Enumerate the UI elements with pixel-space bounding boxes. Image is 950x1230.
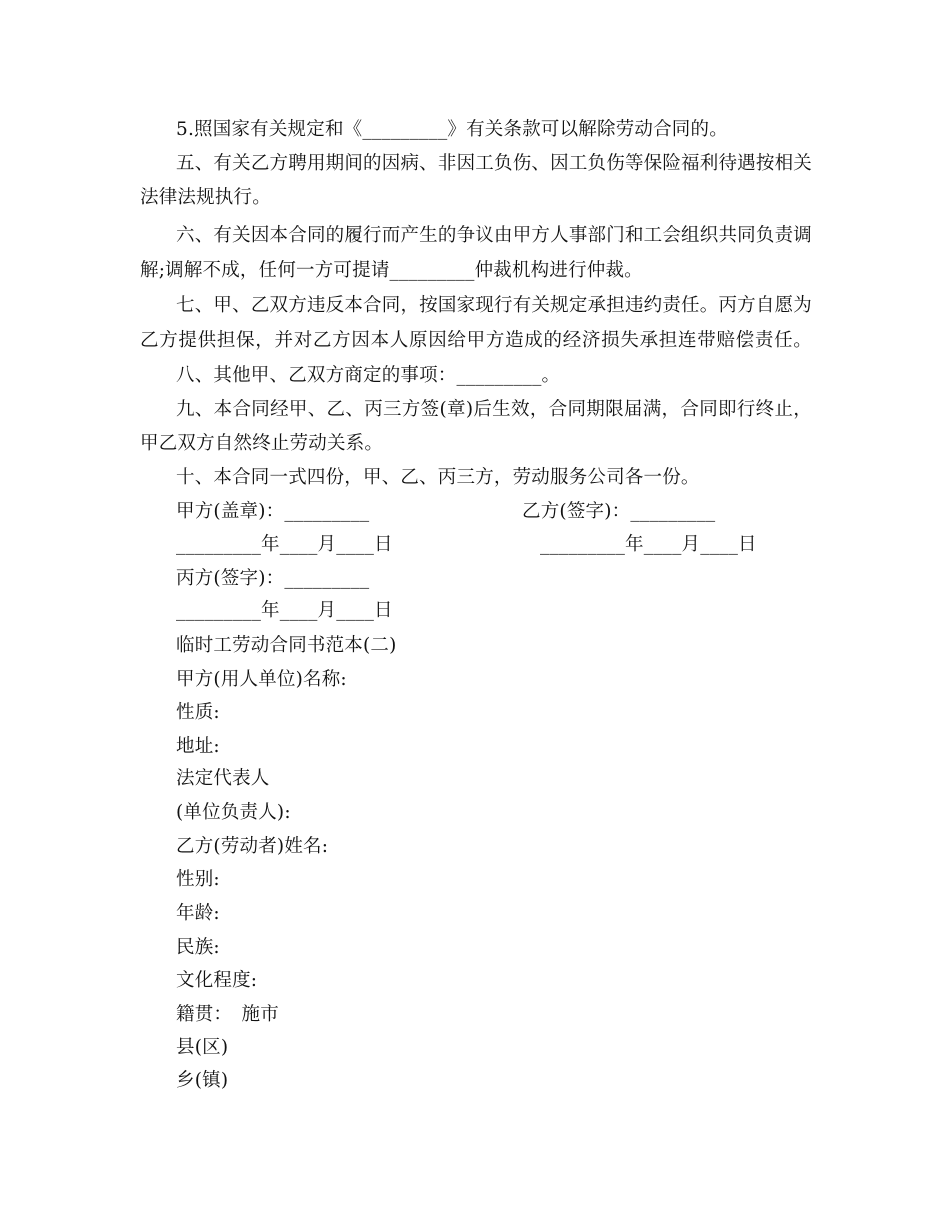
- unit-head-field: (单位负责人):: [176, 802, 291, 823]
- clause-nine-line-2: 甲乙双方自然终止劳动关系。: [140, 433, 384, 454]
- clause-eight-line: 八、其他甲、乙双方商定的事项：_________。: [176, 365, 561, 386]
- legal-representative-field: 法定代表人: [176, 768, 270, 789]
- employee-name-field: 乙方(劳动者)姓名:: [176, 836, 329, 857]
- clause-six-line-2: 解;调解不成，任何一方可提请_________仲裁机构进行仲裁。: [140, 260, 643, 281]
- county-field: 县(区): [176, 1037, 229, 1058]
- party-a-date: _________年____月____日: [176, 534, 393, 555]
- education-field: 文化程度:: [176, 970, 258, 991]
- clause-nine-line-1: 九、本合同经甲、乙、丙三方签(章)后生效，合同期限届满，合同即行终止，: [176, 399, 812, 420]
- gender-field: 性别:: [176, 869, 220, 890]
- clause-five-line-2: 法律法规执行。: [140, 187, 271, 208]
- party-c-date: _________年____月____日: [176, 600, 393, 621]
- employer-nature-field: 性质:: [176, 702, 220, 723]
- clause-seven-line-1: 七、甲、乙双方违反本合同，按国家现行有关规定承担违约责任。丙方自愿为: [176, 295, 812, 316]
- clause-seven-line-2: 乙方提供担保，并对乙方因本人原因给甲方造成的经济损失承担连带赔偿责任。: [140, 330, 812, 351]
- party-b-signature: 乙方(签字)：_________: [522, 501, 716, 522]
- clause-six-line-1: 六、有关因本合同的履行而产生的争议由甲方人事部门和工会组织共同负责调: [176, 225, 812, 246]
- clause-5-line: 5.照国家有关规定和《_________》有关条款可以解除劳动合同的。: [176, 119, 728, 140]
- township-field: 乡(镇): [176, 1070, 229, 1091]
- party-b-date: _________年____月____日: [540, 534, 757, 555]
- ethnicity-field: 民族:: [176, 937, 220, 958]
- section-title: 临时工劳动合同书范本(二): [176, 635, 397, 656]
- clause-five-line-1: 五、有关乙方聘用期间的因病、非因工负伤、因工负伤等保险福利待遇按相关: [176, 153, 812, 174]
- party-a-signature: 甲方(盖章)：_________: [176, 501, 370, 522]
- party-c-signature: 丙方(签字)：_________: [176, 568, 370, 589]
- age-field: 年龄:: [176, 903, 220, 924]
- native-place-field: 籍贯： 施市: [176, 1004, 279, 1025]
- clause-ten-line: 十、本合同一式四份，甲、乙、丙三方，劳动服务公司各一份。: [176, 467, 700, 488]
- employer-address-field: 地址:: [176, 736, 220, 757]
- employer-name-field: 甲方(用人单位)名称:: [176, 669, 347, 690]
